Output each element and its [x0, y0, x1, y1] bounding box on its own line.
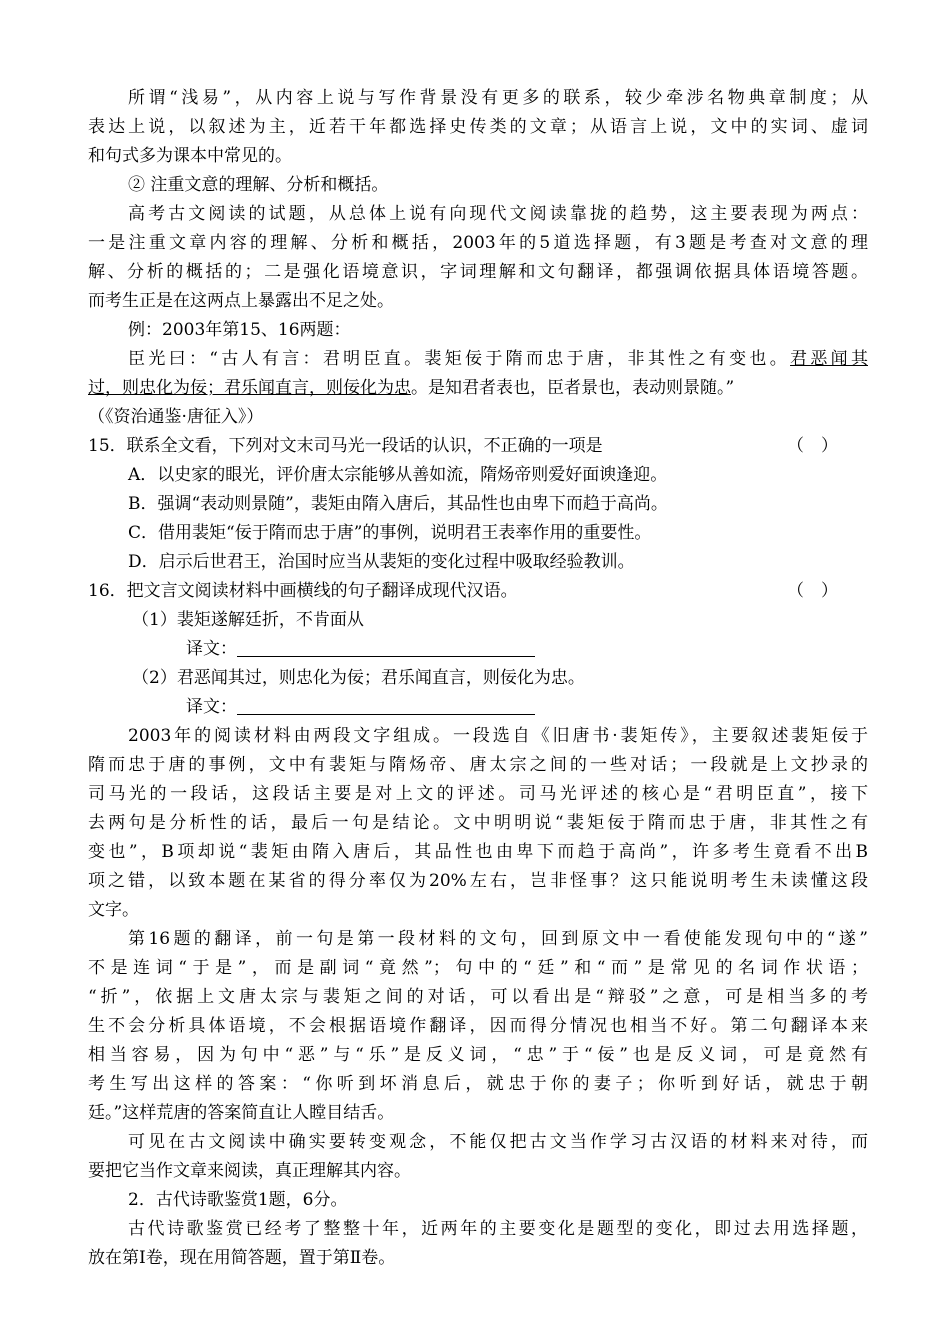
question-text: 16．把文言文阅读材料中画横线的句子翻译成现代汉语。 [88, 581, 518, 601]
quote-source: （《资治通鉴·唐征入》） [88, 407, 264, 427]
option-b: B．强调“表动则景随”，裴矩由隋入唐后，其品性也由卑下而趋于高尚。 [128, 494, 668, 514]
text-line: 项之错，以致本题在某省的得分率仅为20%左右，岂非怪事？这只能说明考生未读懂这段 [88, 871, 868, 891]
option-d: D．启示后世君王，治国时应当从裴矩的变化过程中吸取经验教训。 [128, 552, 635, 572]
paragraph-conclusion [88, 1128, 868, 1186]
question-stem [88, 432, 868, 461]
quote-text: 。是知君者表也，臣者景也，表动则景随。” [411, 378, 735, 398]
text-line: 变也”，B项却说“裴矩由隋入唐后，其品性也由卑下而趋于高尚”，许多考生竟看不出B [88, 842, 868, 862]
question-15 [88, 432, 868, 577]
text-line: 一是注重文章内容的理解、分析和概括，2003年的5道选择题，有3题是考查对文意的理 [88, 233, 868, 253]
text-line: 生不会分析具体语境，不会根据语境作翻译，因而得分情况也相当不好。第二句翻译本来 [88, 1016, 868, 1036]
option-c: C．借用裴矩“佞于隋而忠于唐”的事例，说明君王表率作用的重要性。 [128, 523, 652, 543]
answer-line-2 [88, 693, 868, 722]
text-line: 隋而忠于唐的事例，文中有裴矩与隋炀帝、唐太宗之间的一些对话；一段就是上文抄录的 [88, 755, 868, 775]
text-line: 2003年的阅读材料由两段文字组成。一段选自《旧唐书·裴矩传》，主要叙述裴矩佞于 [128, 726, 868, 746]
text-line: 文字。 [88, 900, 139, 920]
text-line: 放在第Ⅰ卷，现在用简答题，置于第Ⅱ卷。 [88, 1248, 396, 1268]
text-line: 而考生正是在这两点上暴露出不足之处。 [88, 291, 394, 311]
text-line [88, 345, 868, 374]
answer-parentheses: （ ） [787, 436, 838, 456]
paragraph-trend [88, 200, 868, 316]
text-line: 相当容易，因为句中“恶”与“乐”是反义词，“忠”于“佞”也是反义词，可是竟然有 [88, 1045, 868, 1065]
text-line: “折”，依据上文唐太宗与裴矩之间的对话，可以看出是“辩驳”之意，可是相当多的考 [88, 987, 868, 1007]
option-a: A．以史家的眼光，评价唐太宗能够从善如流，隋炀帝则爱好面谀逢迎。 [128, 465, 668, 485]
section-heading: ② 注重文意的理解、分析和概括。 [128, 175, 389, 195]
classical-quote [88, 345, 868, 432]
paragraph-analysis-2003 [88, 722, 868, 925]
quote-text: 臣光曰：“古人有言：君明臣直。裴矩佞于隋而忠于唐，非其性之有变也。 [128, 349, 791, 369]
text-line: 不是连词“于是”，而是副词“竟然”；句中的“廷”和“而”是常见的名词作状语； [88, 958, 868, 978]
paragraph-poetry [88, 1215, 868, 1273]
section-heading: 2．古代诗歌鉴赏1题，6分。 [128, 1190, 348, 1210]
text-line: 可见在古文阅读中确实要转变观念，不能仅把古文当作学习古汉语的材料来对待，而 [128, 1132, 868, 1152]
underlined-sentence: 君恶闻其 [790, 349, 868, 369]
question-16 [88, 577, 868, 722]
example-label: 例：2003年第15、16两题： [128, 320, 351, 340]
document-page [88, 84, 868, 1273]
text-line: 廷。”这样荒唐的答案简直让人瞠目结舌。 [88, 1103, 395, 1123]
text-line: 和句式多为课本中常见的。 [88, 146, 292, 166]
paragraph-translation-analysis [88, 925, 868, 1128]
underlined-sentence: 过，则忠化为佞；君乐闻直言，则佞化为忠 [88, 378, 411, 398]
text-line: 考生写出这样的答案：“你听到坏消息后，就忠于你的妻子；你听到好话，就忠于朝 [88, 1074, 868, 1094]
answer-blank[interactable] [237, 635, 535, 657]
sub-question-2: （2）君恶闻其过，则忠化为佞；君乐闻直言，则佞化为忠。 [132, 668, 585, 688]
text-line: 第16题的翻译，前一句是第一段材料的文句，回到原文中一看使能发现句中的“遂” [128, 929, 868, 949]
text-line: 解、分析的概括的；二是强化语境意识，字词理解和文句翻译，都强调依据具体语境答题。 [88, 262, 868, 282]
text-line: 司马光的一段话，这段话主要是对上文的评述。司马光评述的核心是“君明臣直”，接下 [88, 784, 868, 804]
text-line: 高考古文阅读的试题，从总体上说有向现代文阅读靠拢的趋势，这主要表现为两点： [128, 204, 868, 224]
text-line: 去两句是分析性的话，最后一句是结论。文中明明说“裴矩佞于隋而忠于唐，非其性之有 [88, 813, 868, 833]
question-text: 15．联系全文看，下列对文末司马光一段话的认识，不正确的一项是 [88, 436, 603, 456]
text-line: 表达上说，以叙述为主，近若干年都选择史传类的文章；从语言上说，文中的实词、虚词 [88, 117, 868, 137]
sub-question-1: （1）裴矩遂解廷折，不肯面从 [132, 610, 364, 630]
text-line: 古代诗歌鉴赏已经考了整整十年，近两年的主要变化是题型的变化，即过去用选择题， [128, 1219, 868, 1239]
question-stem [88, 577, 868, 606]
answer-label: 译文： [186, 639, 237, 659]
answer-label: 译文： [186, 697, 237, 717]
paragraph-easy-definition [88, 84, 868, 171]
answer-blank[interactable] [237, 693, 535, 715]
text-line: 所谓“浅易”，从内容上说与写作背景没有更多的联系，较少牵涉名物典章制度；从 [128, 88, 868, 108]
text-line [88, 374, 868, 403]
answer-parentheses: （ ） [787, 581, 838, 601]
answer-line-1 [88, 635, 868, 664]
text-line: 要把它当作文章来阅读，真正理解其内容。 [88, 1161, 411, 1181]
